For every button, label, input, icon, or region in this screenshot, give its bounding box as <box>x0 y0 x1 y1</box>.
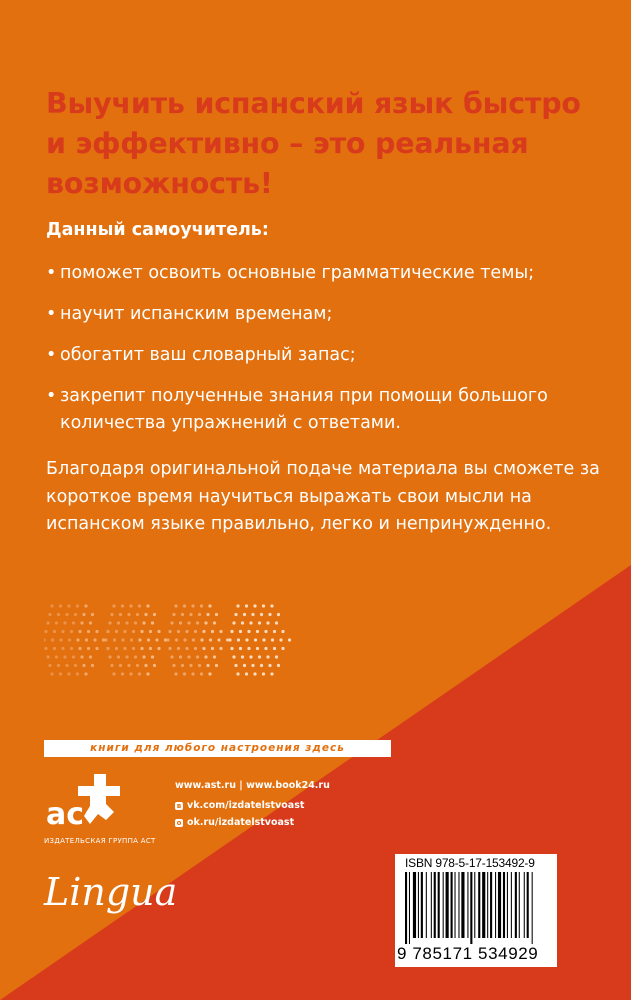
dotted-arrows-decoration-icon <box>44 602 304 678</box>
vk-icon: в <box>176 801 182 810</box>
bullet-icon: • <box>46 263 57 283</box>
ok-icon: о <box>176 818 182 827</box>
logo-text: ac <box>46 797 85 832</box>
feature-item: • закрепит полученные знания при помощи большого количества упражнений с ответами. <box>46 383 606 437</box>
feature-list <box>46 260 606 451</box>
feature-item: • поможет освоить основные грамматические темы; <box>46 260 606 287</box>
barcode-bars-icon <box>405 872 550 944</box>
ast-logo-icon <box>44 772 124 834</box>
isbn-label: ISBN 978-5-17-153492-9 <box>405 856 535 870</box>
headline: Выучить испанский язык быстро и эффективно – это реальная возможность! <box>46 87 581 200</box>
bullet-icon: • <box>46 345 57 365</box>
feature-item: • научит испанским временам; <box>46 301 606 328</box>
social-link-vk[interactable]: в vk.com/izdatelstvoast <box>176 800 305 811</box>
ean-number: 9 785171 534929 <box>397 944 539 963</box>
barcode <box>395 854 557 967</box>
bullet-icon: • <box>46 386 57 406</box>
lingua-imprint-logo: Lingua <box>44 870 178 914</box>
feature-item: • обогатит ваш словарный запас; <box>46 342 606 369</box>
social-link-ok[interactable]: о ok.ru/izdatelstvoast <box>176 817 295 828</box>
publisher-name: ИЗДАТЕЛЬСКАЯ ГРУППА АСТ <box>44 837 156 845</box>
bullet-icon: • <box>46 304 57 324</box>
tagline-banner: книги для любого настроения здесь <box>44 740 391 757</box>
intro-label: Данный самоучитель: <box>46 220 269 240</box>
description-paragraph: Благодаря оригинальной подаче материала вы сможете за короткое время научиться выражать свои мысли на испанском языке правильно, легко и непринужденно. <box>46 459 600 534</box>
websites[interactable]: www.ast.ru | www.book24.ru <box>175 780 330 791</box>
